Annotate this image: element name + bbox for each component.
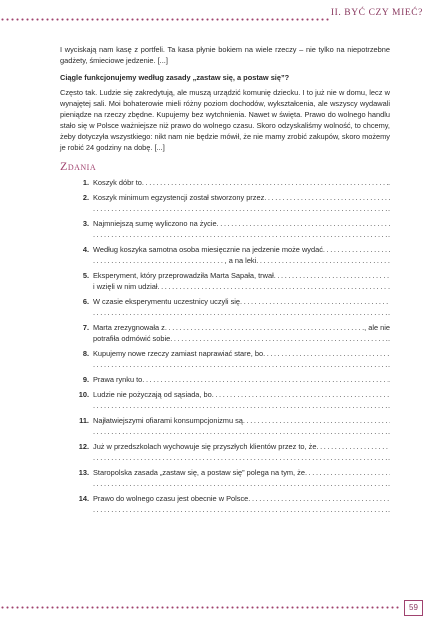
sentence-text: Najmniejszą sumę wyliczono na życie [93,219,217,228]
answer-paragraph: Często tak. Ludzie się zakredytują, ale muszą urządzić komunię dziecku. I to już nie w domu, lecz w wynajętej sali. Moi bohaterowie mieli różny poziom dochodów, wykształcenia, ale wszyscy wydawali pieniądze na rzeczy zbędne. Kupujemy bez wytchnienia. Nawet w święta. Prawo do wolnego handlu stało się w Polsce ważniejsze niż prawo do wolnego czasu. Skoro odzyskaliśmy wolność, to chcemy, żeby dotyczyła wszystkiego: nikt nam nie będzie mówił, że nie mamy zrobić zakupów, skoro możemy je robić 24 godziny na dobę. [...] [60,88,390,152]
sentence-text: i wzięli w nim udział [93,282,158,291]
answer-blank[interactable] [93,452,388,463]
header-dotted-rule [0,18,330,21]
sentence-item [60,177,390,188]
sentence-number: 5. [82,271,89,280]
sentence-text: Najłatwiejszymi ofiarami konsumpcjonizmu są [93,416,243,425]
sentence-line [93,218,390,229]
sentence-number: 8. [82,349,89,358]
sentence-line [93,270,390,281]
intro-paragraph: I wyciskają nam kasę z portfeli. Ta kasa płynie bokiem na wiele rzeczy – nie tylko na niepotrzebne gadżety, śmieciowe jedzenie. [...] [60,45,390,65]
sentence-text: Ludzie nie pożyczają od sąsiada, bo [93,390,212,399]
sentence-line [93,177,390,188]
sentence-item [60,192,390,214]
answer-blank[interactable] [274,270,390,281]
continuation-line [93,229,390,240]
continuation-line [93,281,390,292]
sentence-ending: . [387,505,390,514]
sentence-item [60,374,390,385]
sentence-line [93,389,390,400]
sentence-ending: . [387,282,390,291]
sentence-line [93,192,390,203]
sentence-text: Marta zrezygnowała z [93,323,165,332]
footer-dotted-rule [0,606,400,609]
sentence-line [93,244,390,255]
running-header: II. BYĆ CZY MIEĆ? [330,8,423,18]
answer-blank[interactable] [93,255,225,266]
sentence-number: 4. [82,245,89,254]
sentence-number: 10. [78,390,89,399]
continuation-line [93,359,390,370]
page-number: 59 [404,600,423,616]
sentence-item [60,322,390,344]
answer-blank[interactable] [93,478,388,489]
sentence-text: Już w przedszkolach wychowuje się przyszłych klientów przez to, że [93,442,317,451]
continuation-line [93,426,390,437]
answer-blank[interactable] [243,415,390,426]
sentence-number: 3. [82,219,89,228]
sentence-ending: . [387,178,390,187]
continuation-line [93,504,390,515]
answer-blank[interactable] [93,400,388,411]
answer-blank[interactable] [323,244,390,255]
sentence-text: W czasie eksperymentu uczestnicy uczyli się [93,297,241,306]
sentence-number: 11. [79,416,89,425]
sentence-item [60,389,390,411]
sentence-ending: , a na leki [224,256,257,265]
sentence-line [93,467,390,478]
sentence-ending: . [387,427,390,436]
answer-blank[interactable] [170,333,388,344]
sentence-item [60,348,390,370]
answer-blank[interactable] [248,493,390,504]
sentence-ending: . [387,479,390,488]
interview-question: Ciągle funkcjonujemy według zasady „zastaw się, a postaw się”? [60,73,290,82]
sentence-item [60,218,390,240]
sentence-ending: . [387,453,390,462]
sentence-ending: . [387,204,390,213]
sentence-ending: . [387,401,390,410]
sentence-line [93,374,390,385]
sentence-number: 6. [82,297,89,306]
answer-blank[interactable] [142,374,388,385]
sentence-item [60,415,390,437]
sentence-list [60,177,390,515]
continuation-line [93,203,390,214]
page-content [60,44,390,519]
sentence-text: Prawa rynku to [93,375,143,384]
sentence-ending: . [387,375,390,384]
sentence-item [60,493,390,515]
sentence-number: 14. [78,494,89,503]
sentence-ending: . [387,360,390,369]
sentence-ending: . [387,334,390,343]
continuation-line [93,400,390,411]
sentence-number: 13. [78,468,89,477]
answer-blank[interactable] [93,307,388,318]
sentence-text: Koszyk dóbr to [93,178,142,187]
continuation-line [93,307,390,318]
sentence-item [60,467,390,489]
answer-blank[interactable] [217,218,390,229]
answer-blank[interactable] [263,348,390,359]
continuation-line [93,452,390,463]
sentence-item [60,441,390,463]
answer-blank[interactable] [93,229,388,240]
sentence-text: Prawo do wolnego czasu jest obecnie w Polsce [93,494,249,503]
continuation-line [93,255,390,266]
answer-blank[interactable] [316,441,390,452]
answer-blank[interactable] [93,504,388,515]
sentence-text: Według koszyka samotna osoba miesięcznie na jedzenie może wydać [93,245,323,254]
continuation-line [93,478,390,489]
sentence-text: Eksperyment, który przeprowadziła Marta Sapała, trwał [93,271,274,280]
continuation-line [93,333,390,344]
sentence-number: 1. [82,178,89,187]
answer-blank[interactable] [264,192,390,203]
sentence-item [60,296,390,318]
sentence-line [93,415,390,426]
sentence-ending: . [387,230,390,239]
answer-blank[interactable] [212,389,390,400]
sentence-line [93,348,390,359]
sentence-number: 7. [82,323,89,332]
section-title: Zdania [60,159,97,173]
answer-blank[interactable] [93,426,388,437]
answer-blank[interactable] [93,359,388,370]
sentence-item [60,244,390,266]
answer-blank[interactable] [157,281,387,292]
sentence-text: potrafiła odmówić sobie [93,334,171,343]
sentence-item [60,270,390,292]
sentence-line [93,322,390,333]
sentence-number: 9. [82,375,89,384]
answer-blank[interactable] [256,255,388,266]
answer-blank[interactable] [93,203,388,214]
sentence-ending: . [387,256,390,265]
sentence-number: 2. [82,193,89,202]
answer-blank[interactable] [305,467,390,478]
answer-blank[interactable] [240,296,390,307]
answer-blank[interactable] [142,177,388,188]
sentence-text: Staropolska zasada „zastaw się, a postaw się” polega na tym, że [93,468,305,477]
sentence-line [93,296,390,307]
sentence-line [93,493,390,504]
sentence-ending: , ale nie [364,323,390,332]
answer-blank[interactable] [165,322,364,333]
sentence-text: Kupujemy nowe rzeczy zamiast naprawiać stare, bo [93,349,264,358]
sentence-ending: . [387,308,390,317]
sentence-line [93,441,390,452]
sentence-text: Koszyk minimum egzystencji został stworzony przez [93,193,265,202]
sentence-number: 12. [78,442,89,451]
